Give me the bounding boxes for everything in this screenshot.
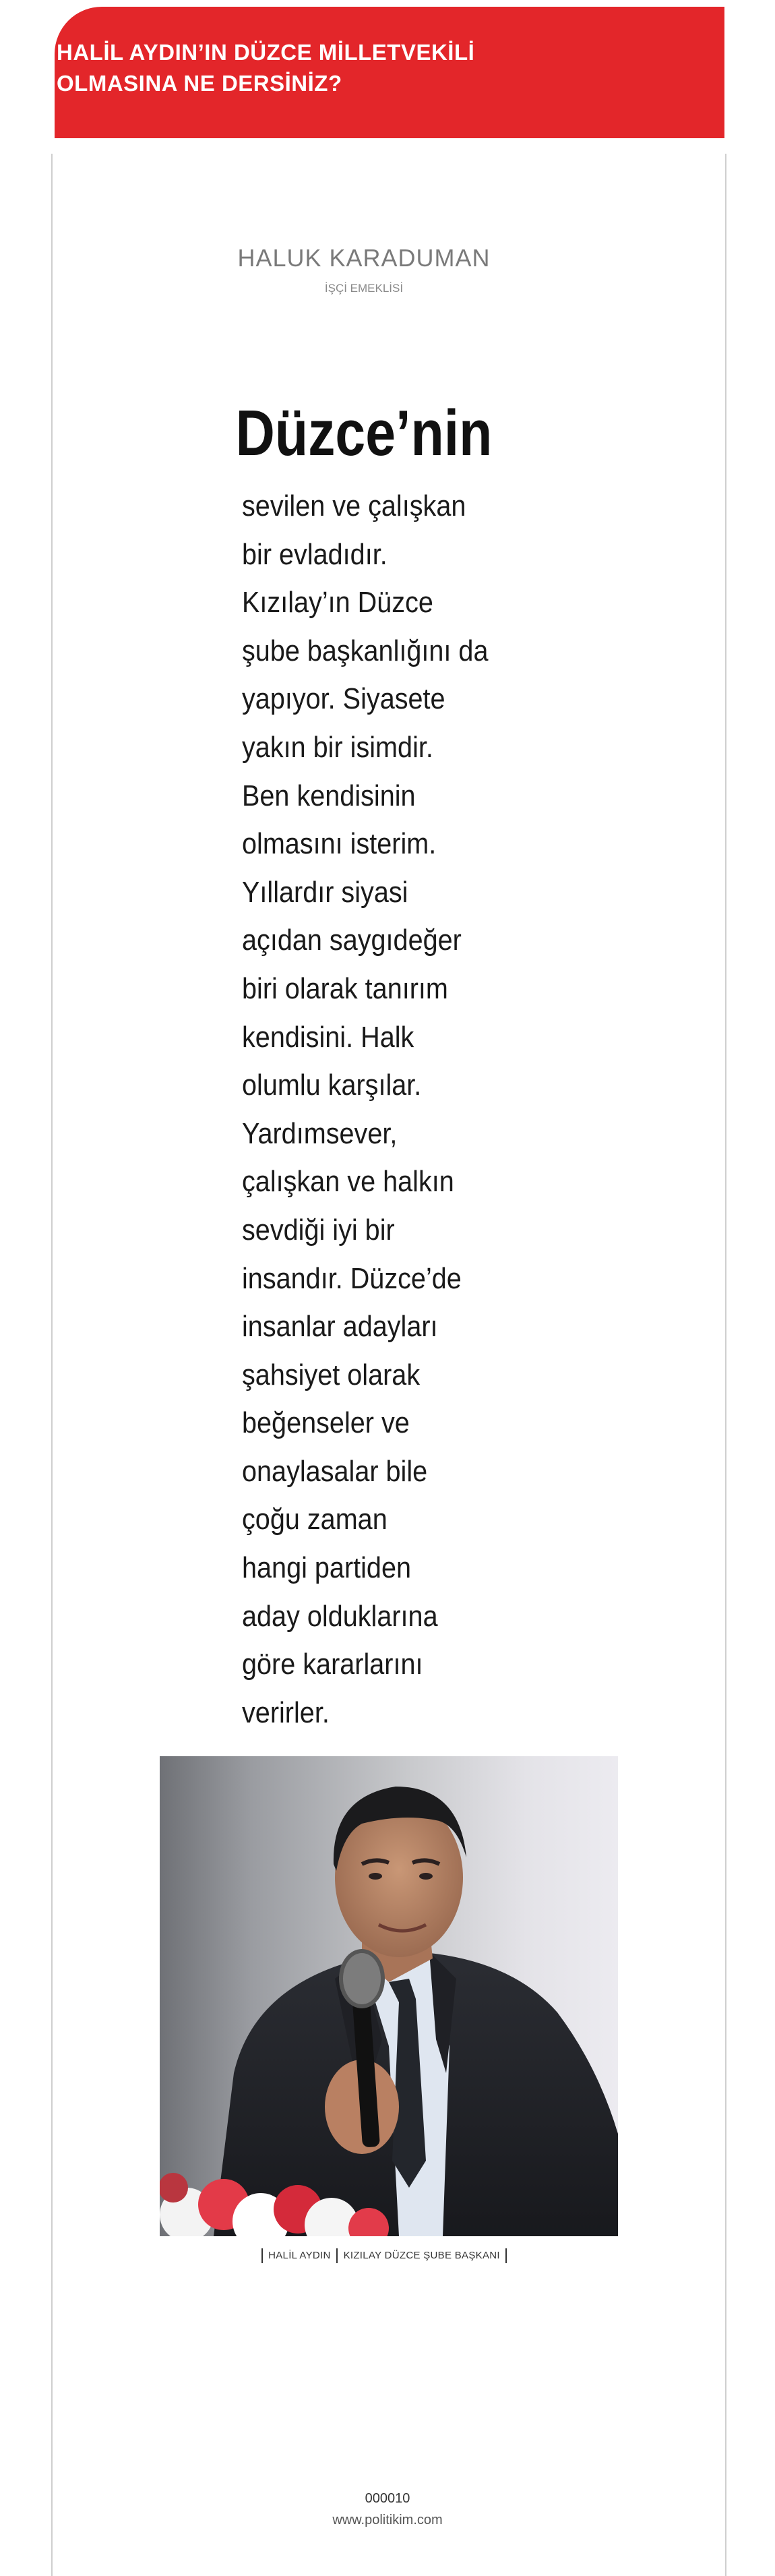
site-url: www.politikim.com	[332, 2513, 443, 2527]
author-name: HALUK KARADUMAN	[237, 244, 491, 272]
article-line: yapıyor. Siyasete	[242, 682, 445, 716]
article-headline: Düzce’nin	[235, 397, 493, 469]
article-line: verirler.	[242, 1696, 330, 1729]
article-line: insanlar adayları	[242, 1310, 438, 1344]
article-line: Kızılay’ın Düzce	[242, 586, 433, 620]
portrait-illustration	[160, 1756, 618, 2236]
article-line: şahsiyet olarak	[242, 1358, 421, 1391]
article-line: olmasını isterim.	[242, 827, 437, 861]
article-line: beğenseler ve	[242, 1406, 410, 1440]
article-line: çoğu zaman	[242, 1503, 388, 1536]
photo-caption	[243, 2248, 526, 2263]
article-line: yakın bir isimdir.	[242, 730, 433, 764]
page-title: HALİL AYDIN’IN DÜZCE MİLLETVEKİLİ OLMASINA NE DERSİNİZ?	[57, 40, 475, 96]
page-number: 000010	[365, 2491, 410, 2506]
article-line: olumlu karşılar.	[242, 1069, 422, 1102]
article-line: sevilen ve çalışkan	[242, 489, 466, 522]
article-line: Yardımsever,	[242, 1116, 398, 1150]
article-line: onaylasalar bile	[242, 1454, 428, 1488]
page-frame-right	[725, 154, 726, 2576]
article-line: bir evladıdır.	[242, 537, 388, 571]
article-line: Yıllardır siyasi	[242, 875, 408, 909]
article-line: insandır. Düzce’de	[242, 1261, 462, 1295]
article-line: sevdiği iyi bir	[242, 1213, 395, 1247]
page-frame-left	[51, 154, 53, 2576]
article-body	[242, 482, 525, 1737]
caption-separator	[505, 2248, 507, 2263]
article-line: hangi partiden	[242, 1551, 412, 1585]
article-line: Ben kendisinin	[242, 779, 416, 812]
caption-role: KIZILAY DÜZCE ŞUBE BAŞKANI	[343, 2249, 500, 2261]
portrait-photo	[160, 1756, 618, 2236]
author-title: İŞÇİ EMEKLİSİ	[324, 282, 404, 295]
article-line: çalışkan ve halkın	[242, 1165, 454, 1199]
article-line: kendisini. Halk	[242, 1020, 414, 1054]
caption-separator	[336, 2248, 338, 2263]
caption-separator	[261, 2248, 263, 2263]
caption-name: HALİL AYDIN	[268, 2249, 331, 2261]
article-line: biri olarak tanırım	[242, 971, 448, 1005]
article-line: aday olduklarına	[242, 1599, 438, 1633]
article-line: açıdan saygıdeğer	[242, 924, 462, 957]
article-line: şube başkanlığını da	[242, 634, 489, 667]
article-line: göre kararlarını	[242, 1648, 423, 1681]
